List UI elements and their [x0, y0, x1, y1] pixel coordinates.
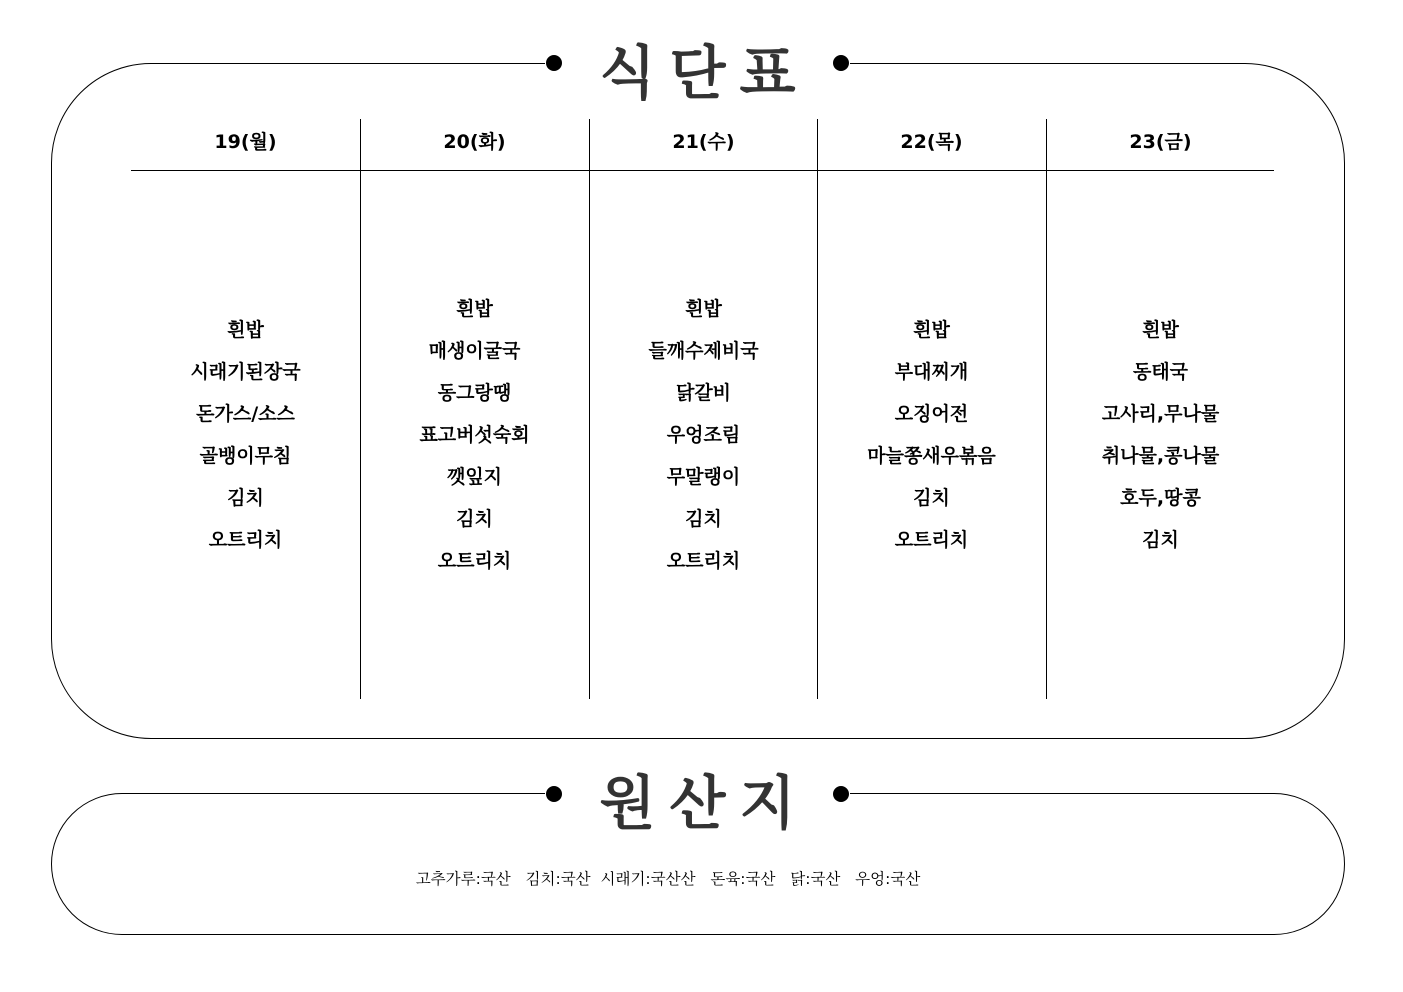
menu-item: 김치 [685, 508, 722, 530]
menu-item: 시래기된장국 [190, 361, 301, 383]
menu-item: 오트리치 [894, 529, 969, 551]
day-menu-fri [1046, 172, 1275, 698]
menu-item: 김치 [913, 487, 950, 509]
menu-item: 취나물,콩나물 [1101, 445, 1220, 467]
menu-item: 오징어전 [894, 403, 969, 425]
menu-item: 동그랑땡 [437, 382, 512, 404]
day-menu-thu [817, 172, 1046, 698]
menu-item: 고사리,무나물 [1101, 403, 1220, 425]
day-header-mon: 19(월) [214, 131, 277, 153]
day-header-tue: 20(화) [443, 131, 506, 153]
menu-item: 김치 [227, 487, 264, 509]
menu-item: 오트리치 [666, 550, 741, 572]
menu-item: 닭갈비 [675, 382, 732, 404]
menu-item: 호두,땅콩 [1120, 487, 1201, 509]
origin-title-container [545, 758, 850, 838]
menu-title: 식단표 [599, 39, 810, 107]
title-dot-right [833, 55, 849, 71]
menu-item: 무말랭이 [666, 466, 741, 488]
origin-title: 원산지 [599, 769, 810, 837]
title-dot-left [546, 786, 562, 802]
title-dot-left [546, 55, 562, 71]
menu-item: 흰밥 [685, 298, 722, 320]
menu-item: 흰밥 [456, 298, 493, 320]
menu-item: 돈가스/소스 [196, 403, 295, 425]
menu-title-container [545, 28, 850, 108]
menu-item: 김치 [1142, 529, 1179, 551]
day-header-fri: 23(금) [1129, 131, 1192, 153]
menu-item: 흰밥 [227, 319, 264, 341]
menu-item: 동태국 [1132, 361, 1189, 383]
menu-item: 김치 [456, 508, 493, 530]
day-menu-wed [589, 172, 818, 698]
menu-item: 흰밥 [913, 319, 950, 341]
title-dot-right [833, 786, 849, 802]
menu-item: 골뱅이무침 [199, 445, 292, 467]
day-header-wed: 21(수) [672, 131, 735, 153]
menu-item: 표고버섯숙회 [419, 424, 530, 446]
header-divider [131, 170, 1274, 171]
day-menu-mon [131, 172, 360, 698]
menu-item: 흰밥 [1142, 319, 1179, 341]
menu-item: 마늘쫑새우볶음 [867, 445, 996, 467]
day-header-thu: 22(목) [900, 131, 963, 153]
menu-item: 깻잎지 [446, 466, 503, 488]
day-menu-tue [360, 172, 589, 698]
menu-item: 오트리치 [437, 550, 512, 572]
menu-item: 부대찌개 [894, 361, 969, 383]
menu-item: 오트리치 [208, 529, 283, 551]
origin-info: 고추가루:국산 김치:국산 시래기:국산산 돈육:국산 닭:국산 우엉:국산 [415, 870, 921, 888]
menu-item: 들깨수제비국 [648, 340, 759, 362]
menu-item: 우엉조림 [666, 424, 741, 446]
menu-item: 매생이굴국 [428, 340, 521, 362]
